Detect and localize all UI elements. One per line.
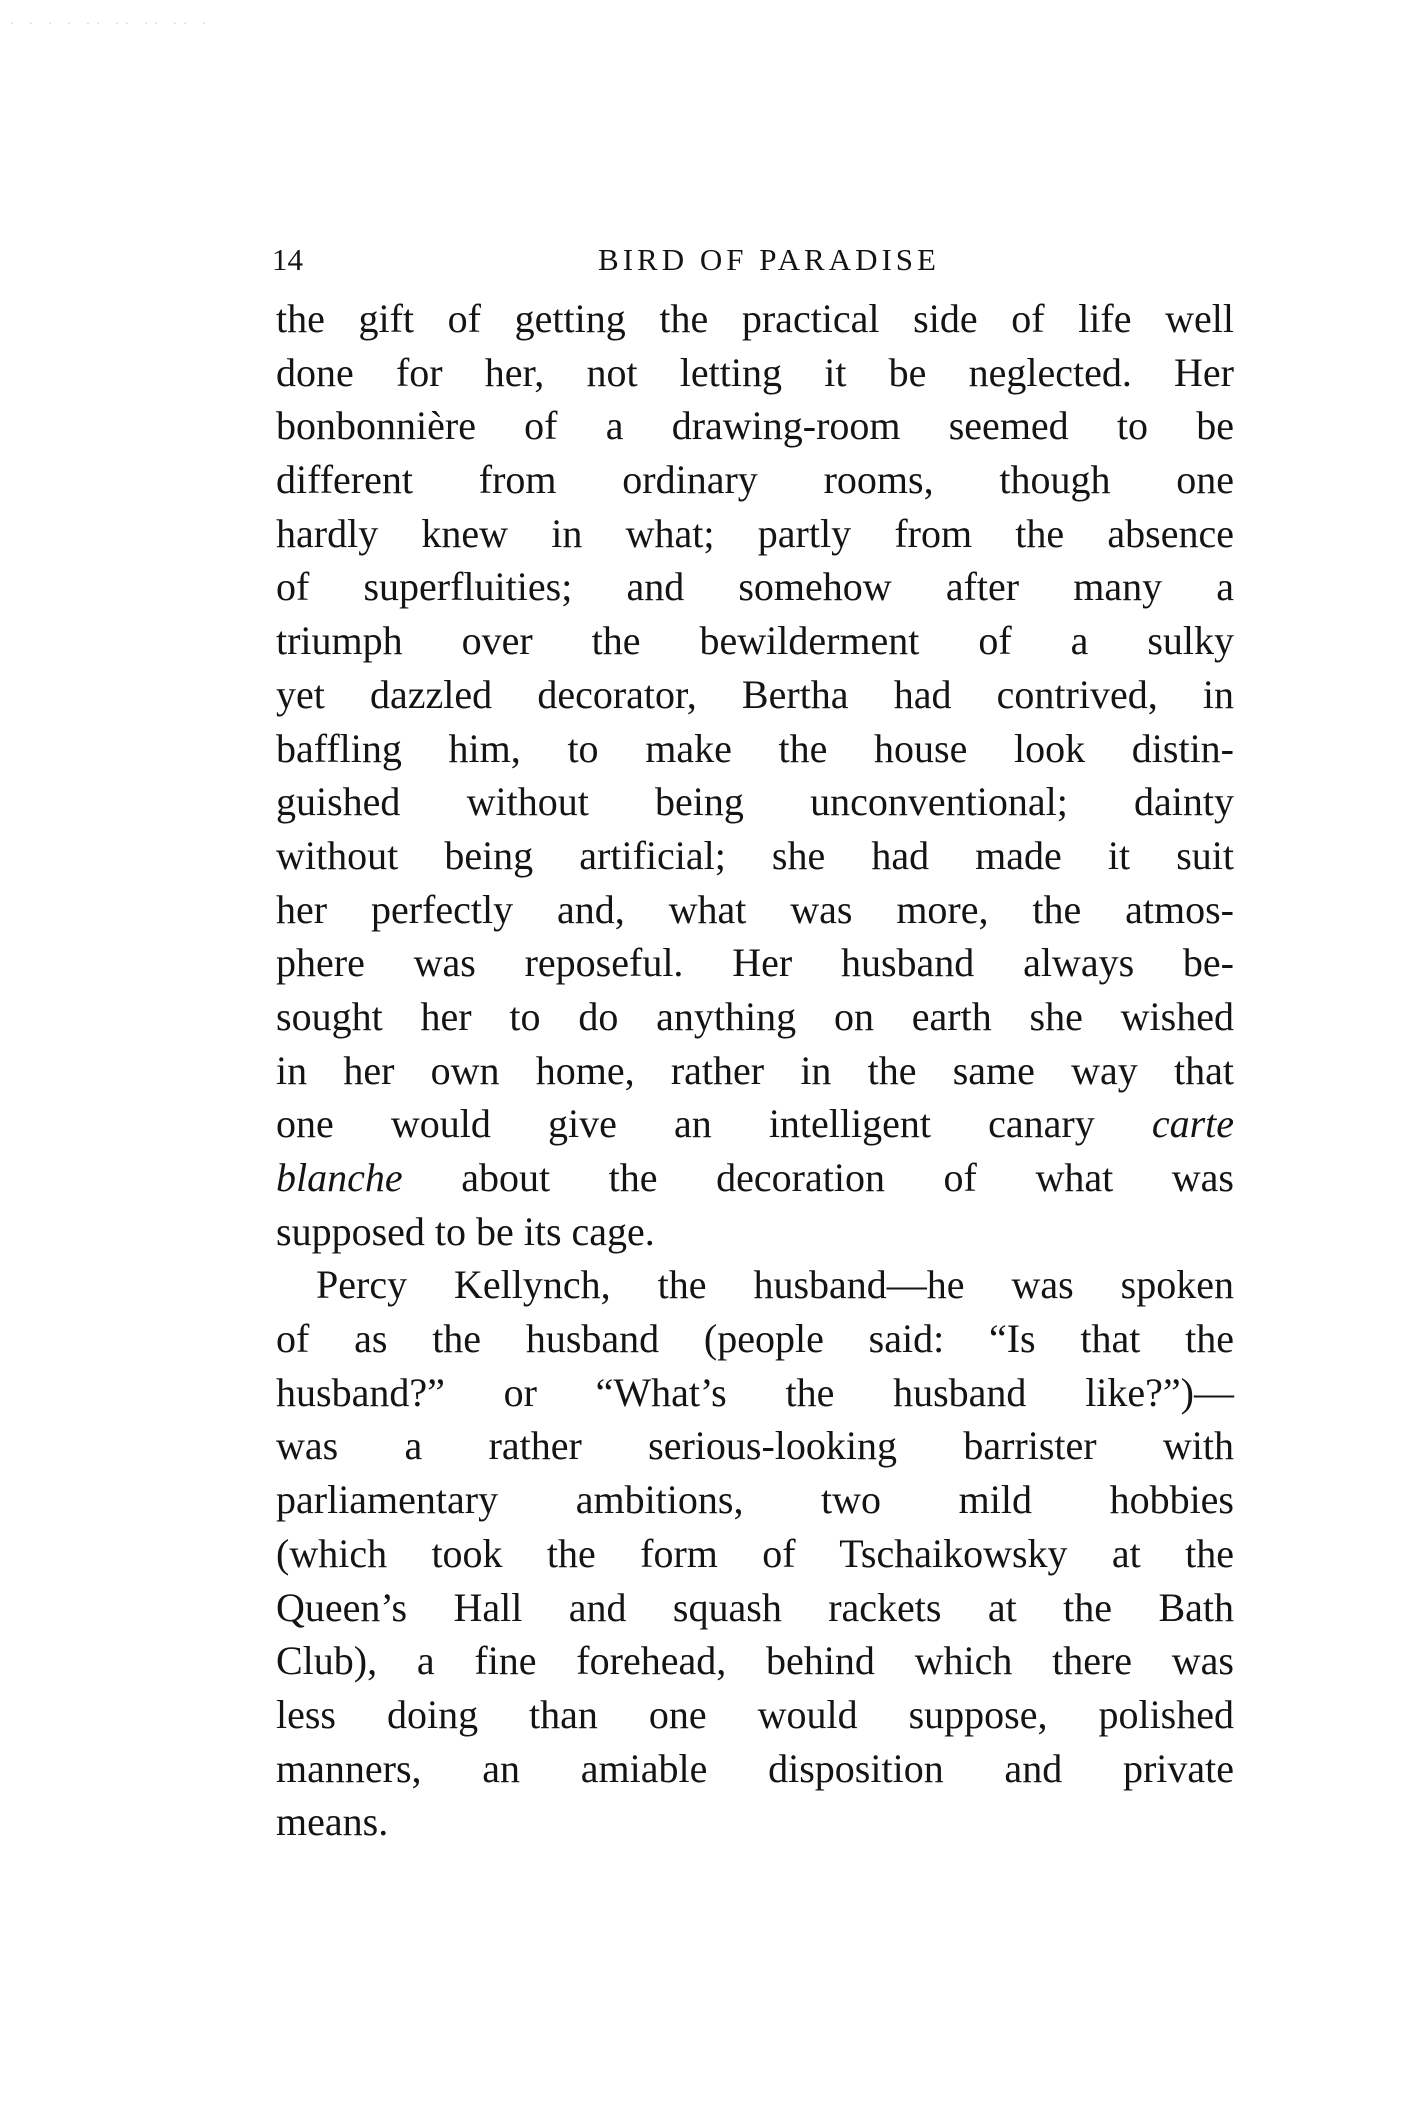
text-line: husband?” or “What’s the husband like?”)—: [276, 1369, 1234, 1415]
text-line: (which took the form of Tschaikowsky at the: [276, 1530, 1234, 1576]
body-text: [276, 292, 1234, 1849]
text-line: bonbonnière of a drawing-room seemed to be: [276, 403, 1234, 449]
italic-phrase: carte: [1151, 1101, 1234, 1147]
text-line: in her own home, rather in the same way that: [276, 1047, 1234, 1093]
text-line: phere was reposeful. Her husband always be-: [276, 940, 1234, 986]
text-line: Queen’s Hall and squash rackets at the Bath: [276, 1584, 1234, 1630]
text-line: hardly knew in what; partly from the absence: [276, 510, 1234, 556]
text-line: was a rather serious-looking barrister with: [276, 1423, 1234, 1469]
text-line: yet dazzled decorator, Bertha had contrived, in: [276, 671, 1234, 717]
text-line: her perfectly and, what was more, the atmos-: [276, 886, 1234, 932]
text-line-part: about the decoration of what was: [461, 1155, 1234, 1200]
text-line: done for her, not letting it be neglected. Her: [276, 349, 1234, 395]
text-line: means.: [276, 1799, 389, 1845]
text-line-with-italic: [276, 1097, 1234, 1151]
text-line: triumph over the bewilderment of a sulky: [276, 618, 1234, 664]
scan-specks: · · · · ·· ·· ·· ·· ·: [10, 16, 212, 30]
page-number: 14: [272, 242, 303, 277]
text-line: sought her to do anything on earth she wished: [276, 993, 1234, 1039]
text-line-part: one would give an intelligent canary: [276, 1101, 1095, 1147]
text-line: Percy Kellynch, the husband—he was spoken: [316, 1262, 1234, 1308]
text-line-with-italic: [276, 1151, 1234, 1205]
text-line: manners, an amiable disposition and private: [276, 1745, 1234, 1791]
paragraph-1: [276, 292, 1234, 1258]
text-line: guished without being unconventional; dainty: [276, 779, 1234, 825]
text-line: different from ordinary rooms, though one: [276, 457, 1234, 503]
paragraph-2: [276, 1258, 1234, 1849]
text-line: supposed to be its cage.: [276, 1208, 655, 1254]
text-line: less doing than one would suppose, polished: [276, 1691, 1234, 1737]
text-line: Club), a fine forehead, behind which there was: [276, 1638, 1234, 1684]
text-line: parliamentary ambitions, two mild hobbies: [276, 1477, 1234, 1523]
running-title: BIRD OF PARADISE: [598, 242, 940, 277]
italic-phrase: blanche: [276, 1155, 403, 1200]
text-line: of as the husband (people said: “Is that the: [276, 1316, 1234, 1362]
text-line: without being artificial; she had made it suit: [276, 832, 1234, 878]
text-line: baffling him, to make the house look distin-: [276, 725, 1234, 771]
text-line: the gift of getting the practical side of life well: [276, 296, 1234, 341]
text-line: of superfluities; and somehow after many a: [276, 564, 1234, 610]
running-header: [270, 236, 1228, 284]
